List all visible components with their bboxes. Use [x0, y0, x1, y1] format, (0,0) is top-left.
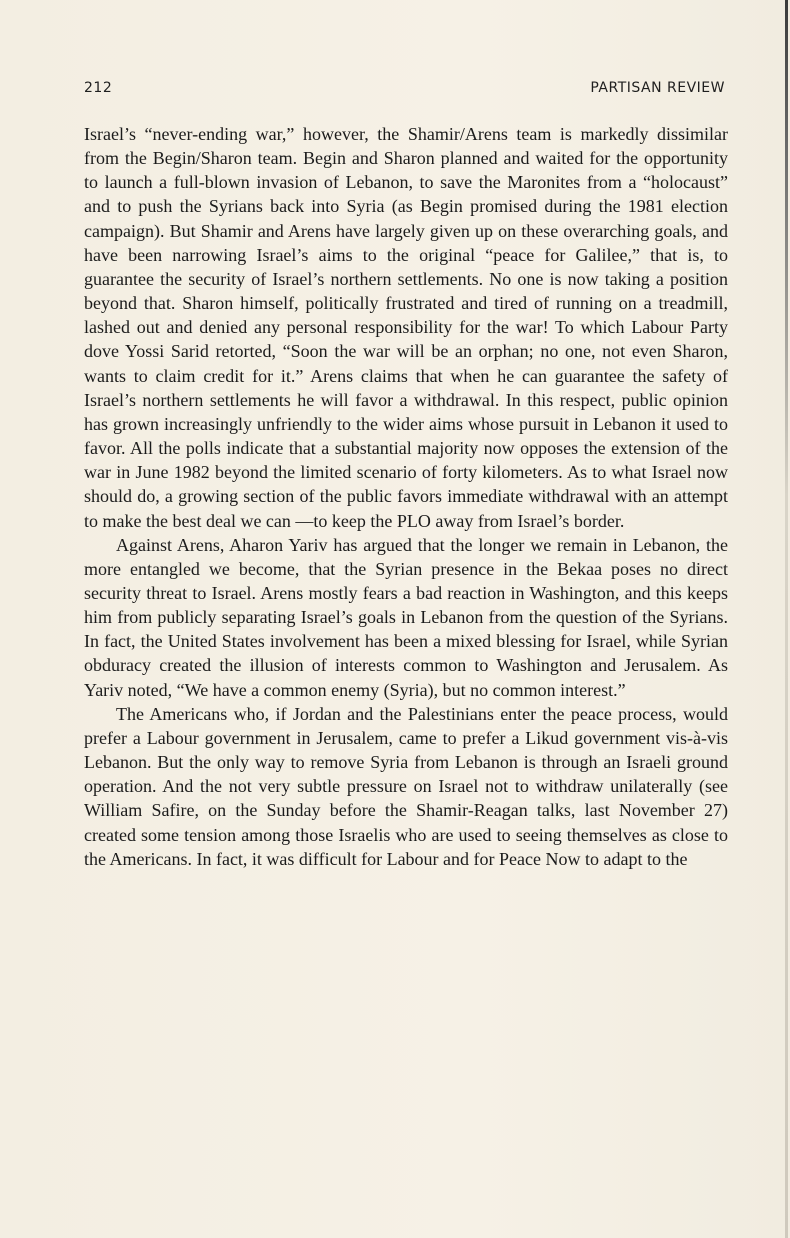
running-header	[84, 80, 725, 102]
paragraph: The Americans who, if Jordan and the Palestinians enter the peace process, would prefer a Labour government in Jerusalem, came to prefer a Likud government vis-à-vis Lebanon. But the only way to remove Syria from Lebanon is through an Israeli ground operation. And the not very subtle pressure on Israel not to withdraw unilaterally (see William Safire, on the Sunday before the Shamir-Reagan talks, last November 27) created some tension among those Israelis who are used to seeing themselves as close to the Americans. In fact, it was difficult for Labour and for Peace Now to adapt to the	[84, 703, 728, 869]
article-body	[84, 122, 728, 871]
page-edge-shadow	[785, 0, 788, 1238]
journal-title: PARTISAN REVIEW	[590, 80, 725, 96]
paragraph: Against Arens, Aharon Yariv has argued that the longer we remain in Lebanon, the more entangled we become, that the Syrian presence in the Bekaa poses no direct security threat to Israel. Arens mostly fears a bad reaction in Washington, and this keeps him from publicly separating Israel’s goals in Lebanon from the question of the Syrians. In fact, the United States involvement has been a mixed blessing for Israel, while Syrian obduracy created the illusion of interests common to Washington and Jerusalem. As Yariv noted, “We have a common enemy (Syria), but no common interest.”	[84, 534, 728, 700]
paragraph: Israel’s “never-ending war,” however, the Shamir/Arens team is markedly dissimilar from the Begin/Sharon team. Begin and Sharon planned and waited for the opportunity to launch a full-blown invasion of Lebanon, to save the Maronites from a “holocaust” and to push the Syrians back into Syria (as Begin promised during the 1981 election campaign). But Shamir and Arens have largely given up on these overarching goals, and have been narrowing Israel’s aims to the original “peace for Galilee,” that is, to guarantee the security of Israel’s northern settlements. No one is now taking a position beyond that. Sharon himself, politically frustrated and tired of running on a treadmill, lashed out and denied any personal responsibility for the war! To which Labour Party dove Yossi Sarid retorted, “Soon the war will be an orphan; no one, not even Sharon, wants to claim credit for it.” Arens claims that when he can guarantee the safety of Israel’s northern settlements he will favor a withdrawal. In this respect, public opinion has grown increasingly unfriendly to the wider aims whose pursuit in Lebanon it used to favor. All the polls indicate that a substantial majority now opposes the extension of the war in June 1982 beyond the limited scenario of forty kilometers. As to what Israel now should do, a growing section of the public favors immediate withdrawal with an attempt to make the best deal we can —to keep the PLO away from Israel’s border.	[84, 124, 728, 531]
page-number: 212	[84, 80, 113, 96]
